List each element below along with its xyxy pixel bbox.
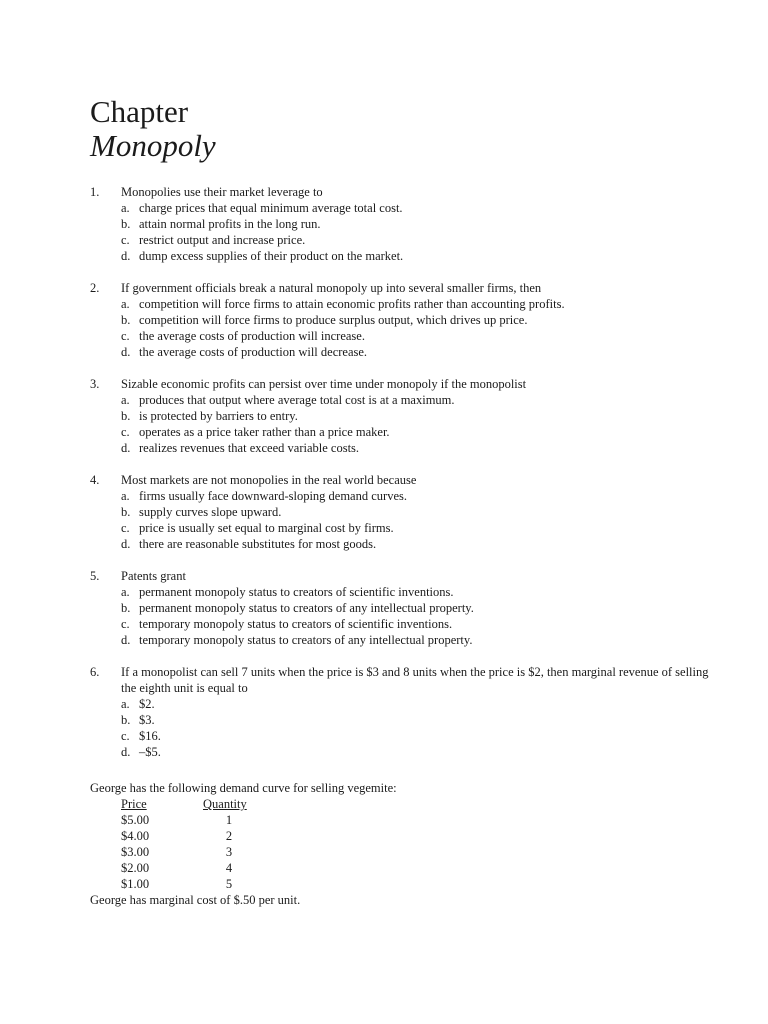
price-column-header: Price xyxy=(121,797,147,811)
option-text: –$5. xyxy=(139,745,161,759)
option-text: produces that output where average total cost is at a maximum. xyxy=(139,393,455,407)
chapter-topic: Monopoly xyxy=(90,128,216,163)
option-letter: b. xyxy=(121,713,131,727)
question-stem: If a monopolist can sell 7 units when the price is $3 and 8 units when the price is $2, then marginal revenue of selling the eighth unit is equal to xyxy=(121,665,709,695)
option-text: there are reasonable substitutes for most goods. xyxy=(139,537,377,551)
option-d xyxy=(121,344,710,360)
demand-footer: George has marginal cost of $.50 per unit. xyxy=(90,893,301,907)
option-a xyxy=(121,200,710,216)
table-row xyxy=(121,876,255,892)
option-d xyxy=(121,440,710,456)
chapter-label: Chapter xyxy=(90,94,189,129)
option-letter: c. xyxy=(121,233,130,247)
option-text: dump excess supplies of their product on the market. xyxy=(139,249,404,263)
question-stem: Sizable economic profits can persist over time under monopoly if the monopolist xyxy=(121,377,527,391)
option-letter: d. xyxy=(121,633,131,647)
demand-intro: George has the following demand curve for selling vegemite: xyxy=(90,781,397,795)
option-letter: a. xyxy=(121,201,130,215)
option-text: temporary monopoly status to creators of any intellectual property. xyxy=(139,633,473,647)
option-d xyxy=(121,248,710,264)
table-row xyxy=(121,860,255,876)
option-letter: a. xyxy=(121,489,130,503)
question-number: 1. xyxy=(90,185,100,199)
option-text: $3. xyxy=(139,713,155,727)
question-number: 6. xyxy=(90,665,100,679)
option-letter: b. xyxy=(121,601,131,615)
option-text: firms usually face downward-sloping demand curves. xyxy=(139,489,407,503)
option-b xyxy=(121,712,710,728)
question-3 xyxy=(90,376,710,456)
quantity-cell: 4 xyxy=(225,861,233,875)
option-text: permanent monopoly status to creators of any intellectual property. xyxy=(139,601,474,615)
option-letter: b. xyxy=(121,217,131,231)
option-letter: b. xyxy=(121,313,131,327)
option-letter: d. xyxy=(121,745,131,759)
option-b xyxy=(121,408,710,424)
option-a xyxy=(121,696,710,712)
option-letter: d. xyxy=(121,537,131,551)
option-letter: d. xyxy=(121,345,131,359)
option-letter: a. xyxy=(121,297,130,311)
option-text: charge prices that equal minimum average total cost. xyxy=(139,201,403,215)
option-d xyxy=(121,632,710,648)
option-text: operates as a price taker rather than a price maker. xyxy=(139,425,390,439)
option-letter: b. xyxy=(121,409,131,423)
price-cell: $3.00 xyxy=(121,845,150,859)
question-4 xyxy=(90,472,710,552)
option-c xyxy=(121,728,710,744)
option-letter: c. xyxy=(121,729,130,743)
quantity-cell: 5 xyxy=(225,877,233,891)
option-text: restrict output and increase price. xyxy=(139,233,306,247)
option-text: $16. xyxy=(139,729,161,743)
question-stem: If government officials break a natural monopoly up into several smaller firms, then xyxy=(121,281,542,295)
option-letter: a. xyxy=(121,393,130,407)
table-row xyxy=(121,828,255,844)
option-letter: b. xyxy=(121,505,131,519)
option-text: the average costs of production will decrease. xyxy=(139,345,368,359)
option-c xyxy=(121,232,710,248)
option-text: the average costs of production will increase. xyxy=(139,329,365,343)
quantity-column-header: Quantity xyxy=(203,797,247,811)
demand-schedule xyxy=(90,780,710,908)
option-letter: c. xyxy=(121,425,130,439)
option-text: supply curves slope upward. xyxy=(139,505,282,519)
option-text: attain normal profits in the long run. xyxy=(139,217,321,231)
option-text: is protected by barriers to entry. xyxy=(139,409,298,423)
chapter-heading xyxy=(90,95,216,163)
question-number: 3. xyxy=(90,377,100,391)
price-cell: $5.00 xyxy=(121,813,150,827)
option-c xyxy=(121,616,710,632)
question-number: 5. xyxy=(90,569,100,583)
price-cell: $2.00 xyxy=(121,861,150,875)
quantity-cell: 3 xyxy=(225,845,233,859)
option-letter: c. xyxy=(121,521,130,535)
option-text: competition will force firms to attain economic profits rather than accounting profits. xyxy=(139,297,565,311)
option-b xyxy=(121,600,710,616)
option-b xyxy=(121,216,710,232)
question-stem: Monopolies use their market leverage to xyxy=(121,185,323,199)
option-text: temporary monopoly status to creators of scientific inventions. xyxy=(139,617,453,631)
option-letter: a. xyxy=(121,697,130,711)
demand-table xyxy=(121,796,255,892)
option-letter: c. xyxy=(121,617,130,631)
option-a xyxy=(121,488,710,504)
question-6 xyxy=(90,664,710,760)
question-2 xyxy=(90,280,710,360)
table-header-row xyxy=(121,796,255,812)
option-letter: a. xyxy=(121,585,130,599)
option-c xyxy=(121,520,710,536)
table-row xyxy=(121,844,255,860)
option-text: permanent monopoly status to creators of scientific inventions. xyxy=(139,585,454,599)
option-text: $2. xyxy=(139,697,155,711)
option-text: price is usually set equal to marginal cost by firms. xyxy=(139,521,394,535)
option-b xyxy=(121,504,710,520)
option-b xyxy=(121,312,710,328)
quantity-cell: 2 xyxy=(225,829,233,843)
question-5 xyxy=(90,568,710,648)
option-a xyxy=(121,584,710,600)
option-letter: d. xyxy=(121,441,131,455)
option-text: realizes revenues that exceed variable costs. xyxy=(139,441,360,455)
option-a xyxy=(121,296,710,312)
question-number: 4. xyxy=(90,473,100,487)
option-letter: c. xyxy=(121,329,130,343)
table-row xyxy=(121,812,255,828)
question-stem: Most markets are not monopolies in the real world because xyxy=(121,473,417,487)
option-c xyxy=(121,328,710,344)
price-cell: $4.00 xyxy=(121,829,150,843)
option-letter: d. xyxy=(121,249,131,263)
quantity-cell: 1 xyxy=(225,813,233,827)
option-text: competition will force firms to produce surplus output, which drives up price. xyxy=(139,313,528,327)
option-a xyxy=(121,392,710,408)
price-cell: $1.00 xyxy=(121,877,150,891)
option-d xyxy=(121,744,710,760)
option-c xyxy=(121,424,710,440)
question-number: 2. xyxy=(90,281,100,295)
option-d xyxy=(121,536,710,552)
question-1 xyxy=(90,184,710,264)
question-stem: Patents grant xyxy=(121,569,186,583)
